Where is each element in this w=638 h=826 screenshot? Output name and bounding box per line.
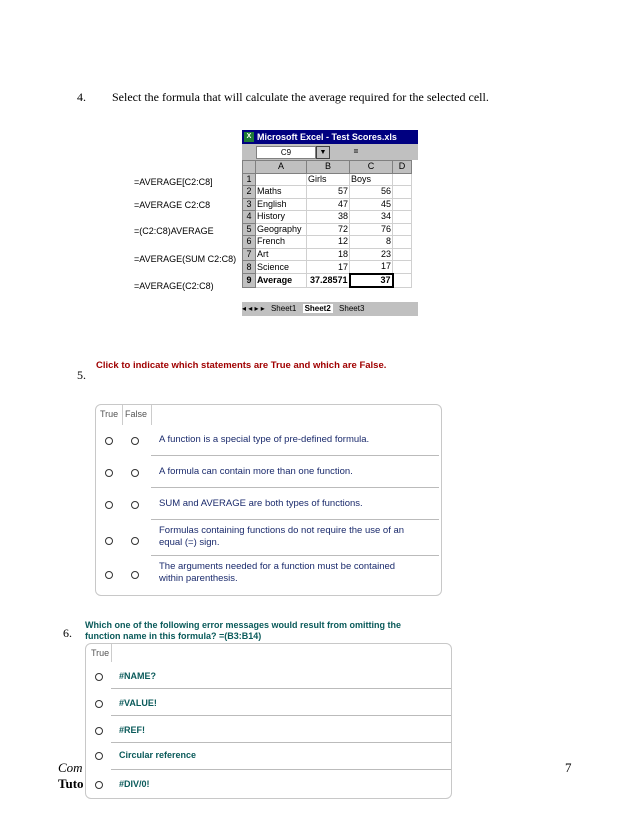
cell [393,198,412,211]
cell: French [256,236,307,249]
cell: 17 [307,261,350,274]
cell: 17 [350,261,393,274]
cell [393,274,412,288]
cell: Girls [307,173,350,186]
cell [393,261,412,274]
statement-text [159,525,404,549]
row-header: 1 [243,173,256,186]
excel-screenshot [242,130,418,316]
table-row [243,223,412,236]
sheet-tab-2: Sheet2 [304,304,331,313]
true-false-panel [95,404,442,596]
option-radio[interactable] [95,781,103,789]
statement-row [96,456,441,488]
cell: 8 [350,236,393,249]
prompt-line: function name in this formula? =(B3:B14) [85,631,262,641]
option-radio[interactable] [95,727,103,735]
table-row [243,186,412,199]
row-header: 4 [243,211,256,224]
q4-option-3[interactable]: =(C2:C8)AVERAGE [134,226,214,236]
cell [393,173,412,186]
cell: Science [256,261,307,274]
sheet-nav-arrows-icon: ◂ ◂ ▸ ▸ [242,304,265,313]
question-4-number: 4. [77,90,86,104]
true-radio[interactable] [105,437,113,445]
cell [393,223,412,236]
true-radio[interactable] [105,537,113,545]
true-radio[interactable] [105,501,113,509]
row-header: 7 [243,248,256,261]
cell: 34 [350,211,393,224]
option-row [86,662,451,689]
statement-row [96,488,441,520]
cell: 47 [307,198,350,211]
footer-left-line2: Tuto [58,776,84,791]
cell: 18 [307,248,350,261]
cell: Boys [350,173,393,186]
statement-text: A function is a special type of pre-defined formula. [159,434,370,445]
cell: 57 [307,186,350,199]
cell [393,211,412,224]
cell: 56 [350,186,393,199]
page-number: 7 [565,760,572,775]
option-radio[interactable] [95,673,103,681]
cell: Average [256,274,307,288]
cell: 76 [350,223,393,236]
row-header: 9 [243,274,256,288]
table-row [243,198,412,211]
statement-text [159,561,395,585]
q4-option-2[interactable]: =AVERAGE C2:C8 [134,200,211,210]
false-radio[interactable] [131,469,139,477]
cell: Geography [256,223,307,236]
option-row [86,770,451,797]
cell: 45 [350,198,393,211]
statement-line: Formulas containing functions do not require the use of an [159,525,405,536]
statement-line: within parenthesis. [159,573,238,584]
col-header: B [307,161,350,174]
footer-left-line1: Com [58,760,83,775]
cell: 37.28571 [307,274,350,288]
cell: 38 [307,211,350,224]
statement-row [96,520,441,556]
prompt-line: Which one of the following error messages would result from omitting the [85,620,402,630]
option-radio[interactable] [95,752,103,760]
row-header: 3 [243,198,256,211]
spreadsheet-grid [242,160,412,288]
col-header: A [256,161,307,174]
table-row [243,173,412,186]
true-radio[interactable] [105,469,113,477]
cell: Maths [256,186,307,199]
statement-text: SUM and AVERAGE are both types of functions. [159,498,363,509]
row-header: 8 [243,261,256,274]
table-row [243,248,412,261]
cell: History [256,211,307,224]
statement-text: A formula can contain more than one function. [159,466,353,477]
cell: English [256,198,307,211]
sheet-tab-3: Sheet3 [339,304,365,313]
multiple-choice-panel [85,643,452,799]
sheet-tabs [242,302,418,316]
header-divider [111,644,112,662]
table-row [243,236,412,249]
row-header: 2 [243,186,256,199]
sheet-tab-1: Sheet1 [270,304,297,313]
cell [393,248,412,261]
option-text: #VALUE! [119,698,157,708]
header-divider [151,405,152,425]
cell: 23 [350,248,393,261]
statement-line: The arguments needed for a function must be contained [159,561,396,572]
header-divider [122,405,123,425]
formula-bar [242,144,418,160]
cell: 72 [307,223,350,236]
table-row [243,274,412,288]
corner-cell [243,161,256,174]
cell: 12 [307,236,350,249]
cell [393,186,412,199]
false-radio[interactable] [131,537,139,545]
option-text: #REF! [119,725,146,735]
question-5-prompt: Click to indicate which statements are True and which are False. [96,360,387,371]
option-text: Circular reference [119,750,197,760]
false-radio[interactable] [131,501,139,509]
false-radio[interactable] [131,437,139,445]
question-6-prompt [85,620,401,642]
option-text: #DIV/0! [119,779,150,789]
header-true: True [91,648,110,658]
excel-title-bar [242,130,418,144]
cell [393,236,412,249]
statement-row [96,556,441,592]
header-false: False [125,409,148,419]
chevron-down-icon: ▼ [316,146,330,159]
q4-option-4[interactable]: =AVERAGE(SUM C2:C8) [134,254,237,264]
row-header: 5 [243,223,256,236]
excel-title: Microsoft Excel - Test Scores.xls [257,132,397,142]
equals-button: = [353,147,359,156]
option-row [86,689,451,716]
true-radio[interactable] [105,571,113,579]
excel-logo-icon: X [244,132,254,142]
question-4-text: Select the formula that will calculate the average required for the selected cell. [112,90,489,104]
q4-option-5[interactable]: =AVERAGE(C2:C8) [134,281,214,291]
col-header: D [393,161,412,174]
header-true: True [100,409,119,419]
row-header: 6 [243,236,256,249]
option-row [86,743,451,770]
cell [256,173,307,186]
name-box: C9 [256,146,316,159]
cell: Art [256,248,307,261]
option-row [86,716,451,743]
statement-line: equal (=) sign. [159,537,220,548]
selected-cell: 37 [350,274,393,288]
q4-option-1[interactable]: =AVERAGE[C2:C8] [134,177,213,187]
statement-row [96,424,441,456]
table-row [243,211,412,224]
option-radio[interactable] [95,700,103,708]
question-6-number: 6. [63,626,72,640]
question-5-number: 5. [77,368,86,382]
table-row [243,261,412,274]
col-header: C [350,161,393,174]
option-text: #NAME? [119,671,157,681]
false-radio[interactable] [131,571,139,579]
